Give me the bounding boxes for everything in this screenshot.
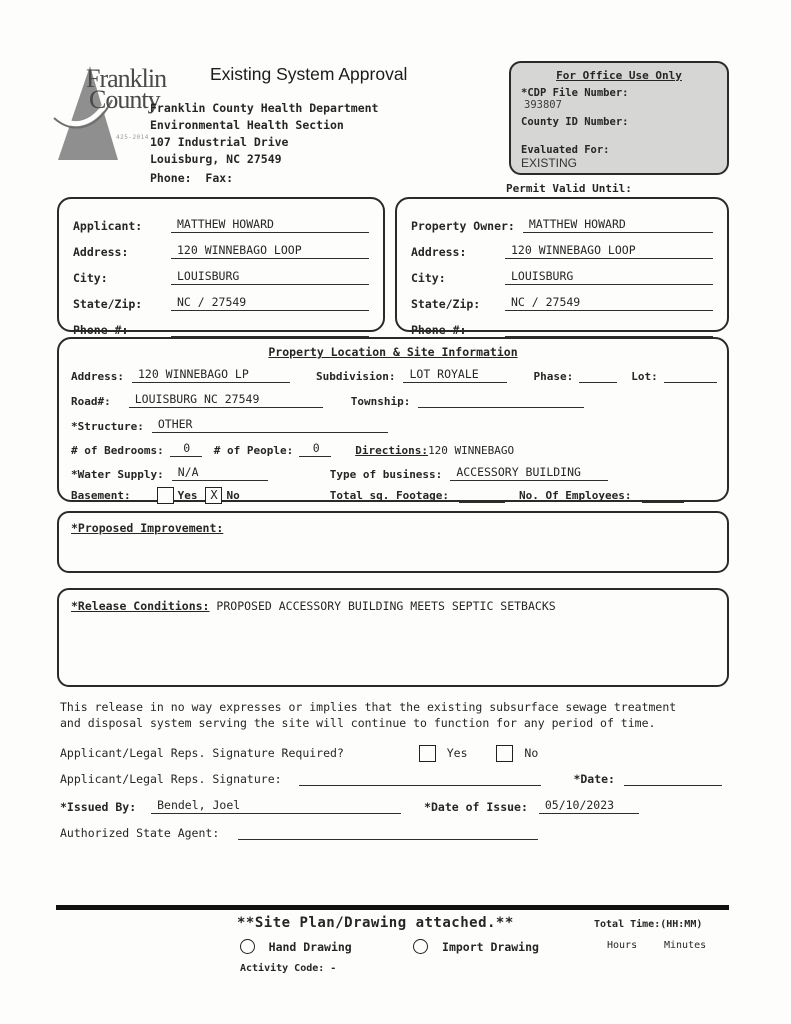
office-use-box: [509, 61, 729, 175]
lot-label: Lot:: [631, 370, 658, 383]
phase-label: Phase:: [533, 370, 574, 383]
proposed-improvement-box: [57, 511, 729, 573]
office-use-title: For Office Use Only: [556, 69, 682, 82]
bedrooms-field[interactable]: 0: [170, 441, 202, 457]
date-of-issue-value: 05/10/2023: [539, 798, 639, 814]
site-address-label: Address:: [71, 370, 124, 383]
property-owner-label: Property Owner:: [411, 219, 515, 233]
subdivision-field[interactable]: LOT ROYALE: [403, 367, 507, 383]
release-note-line2: and disposal system serving the site will continue to function for any period of time.: [60, 716, 656, 730]
total-time-label: Total Time:(HH:MM): [594, 919, 703, 930]
department-address-block: [150, 100, 378, 187]
basement-no-checkbox[interactable]: X: [205, 487, 222, 504]
state-agent-row: [60, 826, 538, 840]
phone-label: Phone:: [150, 171, 192, 185]
drawing-type-row: [240, 936, 539, 955]
signature-field[interactable]: [299, 772, 541, 786]
address-value-field[interactable]: 120 WINNEBAGO LOOP: [171, 243, 369, 259]
owner-city-field[interactable]: LOUISBURG: [505, 269, 713, 285]
applicant-box: [57, 197, 385, 337]
total-sqft-field[interactable]: [459, 489, 505, 503]
department-line: Louisburg, NC 27549: [150, 152, 282, 166]
basement-yes-checkbox[interactable]: [157, 487, 174, 504]
cdp-file-number-label: *CDP File Number:: [521, 87, 629, 99]
signature-required-no-checkbox[interactable]: [496, 745, 513, 762]
site-address-field[interactable]: 120 WINNEBAGO LP: [132, 367, 290, 383]
logo-word-county: County: [89, 85, 160, 114]
applicant-statezip-row: [59, 285, 383, 311]
owner-city-row: [397, 259, 727, 285]
page-title: Existing System Approval: [210, 64, 408, 84]
activity-code-label: Activity Code: -: [240, 963, 337, 974]
department-line: Environmental Health Section: [150, 118, 344, 132]
signature-required-yes-checkbox[interactable]: [419, 745, 436, 762]
release-conditions-label: *Release Conditions:: [71, 599, 210, 613]
subdivision-label: Subdivision:: [315, 370, 396, 383]
structure-field[interactable]: OTHER: [152, 417, 388, 433]
lot-field[interactable]: [664, 369, 717, 383]
phone-number-field[interactable]: [171, 322, 369, 337]
property-owner-field[interactable]: MATTHEW HOWARD: [523, 217, 713, 233]
import-drawing-radio[interactable]: [413, 939, 428, 954]
property-owner-box: [395, 197, 729, 337]
hours-label: Hours: [607, 940, 638, 951]
proposed-improvement-label: *Proposed Improvement:: [71, 521, 224, 535]
location-row-5: [71, 465, 717, 481]
city-label: City:: [73, 271, 108, 285]
statezip-label: State/Zip:: [73, 297, 143, 311]
owner-statezip-label: State/Zip:: [411, 297, 481, 311]
date-of-issue-label: *Date of Issue:: [424, 800, 528, 814]
applicant-row: [59, 207, 383, 233]
type-of-business-field[interactable]: ACCESSORY BUILDING: [450, 465, 608, 481]
signature-label: Applicant/Legal Reps. Signature:: [60, 772, 282, 786]
signature-required-row: [60, 745, 538, 762]
signature-required-yes-label: Yes: [446, 746, 468, 760]
import-drawing-label: Import Drawing: [442, 940, 539, 954]
hand-drawing-radio[interactable]: [240, 939, 255, 954]
location-row-4: [71, 441, 717, 457]
department-line: 107 Industrial Drive: [150, 135, 289, 149]
hand-drawing-label: Hand Drawing: [268, 940, 352, 954]
township-label: Township:: [350, 395, 411, 408]
signature-required-no-label: No: [524, 746, 539, 760]
employees-label: No. Of Employees:: [518, 489, 632, 502]
logo-tagline: 425-2014: [116, 134, 149, 141]
basement-label: Basement:: [71, 489, 131, 502]
owner-phone-row: [397, 311, 727, 337]
directions-label: Directions:: [355, 444, 429, 457]
site-plan-attached-label: **Site Plan/Drawing attached.**: [237, 915, 514, 931]
owner-address-field[interactable]: 120 WINNEBAGO LOOP: [505, 243, 713, 259]
owner-phone-field[interactable]: [505, 322, 713, 337]
applicant-phone-row: [59, 311, 383, 337]
owner-city-label: City:: [411, 271, 446, 285]
issued-by-row: [60, 798, 639, 814]
cdp-file-number-value: 393807: [524, 99, 562, 111]
phone-number-label: Phone #:: [73, 323, 129, 337]
location-row-2: [71, 392, 717, 408]
release-note: [60, 699, 676, 731]
permit-valid-until-label: Permit Valid Until:: [506, 182, 632, 195]
owner-phone-label: Phone #:: [411, 323, 467, 337]
people-label: # of People:: [213, 444, 294, 457]
bedrooms-label: # of Bedrooms:: [71, 444, 164, 457]
logo-word-franklin: Franklin: [86, 64, 167, 93]
township-field[interactable]: [418, 394, 584, 408]
city-value-field[interactable]: LOUISBURG: [171, 269, 369, 285]
release-conditions-box: [57, 588, 729, 687]
people-field[interactable]: 0: [299, 441, 331, 457]
issued-by-value: Bendel, Joel: [151, 798, 401, 814]
fax-label: Fax:: [205, 171, 234, 185]
phase-field[interactable]: [579, 369, 617, 383]
owner-statezip-field[interactable]: NC / 27549: [505, 295, 713, 311]
total-sqft-label: Total sq. Footage:: [329, 489, 449, 502]
basement-no-label: No: [226, 489, 240, 502]
water-supply-field[interactable]: N/A: [172, 465, 268, 481]
county-id-label: County ID Number:: [521, 116, 629, 128]
applicant-value-field[interactable]: MATTHEW HOWARD: [171, 217, 369, 233]
location-row-6: [71, 487, 717, 504]
issued-by-label: *Issued By:: [60, 800, 137, 814]
owner-address-label: Address:: [411, 245, 467, 259]
signature-required-label: Applicant/Legal Reps. Signature Required?: [60, 746, 344, 760]
employees-field[interactable]: [642, 489, 684, 503]
minutes-label: Minutes: [664, 940, 707, 951]
owner-row: [397, 207, 727, 233]
release-conditions-value: PROPOSED ACCESSORY BUILDING MEETS SEPTIC SETBACKS: [216, 599, 556, 613]
road-number-field[interactable]: LOUISBURG NC 27549: [129, 392, 323, 408]
release-note-line1: This release in no way expresses or implies that the existing subsurface sewage treatment: [60, 700, 677, 714]
address-label: Address:: [73, 245, 129, 259]
structure-label: *Structure:: [71, 420, 144, 433]
signature-row: [60, 772, 722, 786]
applicant-label: Applicant:: [73, 219, 143, 233]
date-field[interactable]: [624, 772, 722, 786]
applicant-address-row: [59, 233, 383, 259]
department-line: Franklin County Health Department: [150, 101, 379, 115]
directions-value[interactable]: 120 WINNEBAGO: [428, 444, 515, 457]
phone-fax-line: [150, 170, 378, 187]
release-conditions-line: [71, 599, 556, 613]
state-agent-field[interactable]: [238, 826, 538, 840]
basement-yes-label: Yes: [177, 489, 198, 502]
applicant-city-row: [59, 259, 383, 285]
road-number-label: Road#:: [71, 395, 111, 408]
property-location-title: Property Location & Site Information: [268, 345, 518, 359]
location-row-1: [71, 367, 717, 383]
evaluated-for-value: EXISTING: [521, 156, 578, 170]
property-location-box: [57, 337, 729, 502]
statezip-value-field[interactable]: NC / 27549: [171, 295, 369, 311]
owner-address-row: [397, 233, 727, 259]
state-agent-label: Authorized State Agent:: [60, 826, 220, 840]
date-label: *Date:: [573, 772, 615, 786]
location-row-3: [71, 417, 717, 433]
footer-divider: [56, 905, 729, 910]
type-of-business-label: Type of business:: [329, 468, 443, 481]
owner-statezip-row: [397, 285, 727, 311]
evaluated-for-label: Evaluated For:: [521, 144, 610, 156]
water-supply-label: *Water Supply:: [71, 468, 164, 481]
